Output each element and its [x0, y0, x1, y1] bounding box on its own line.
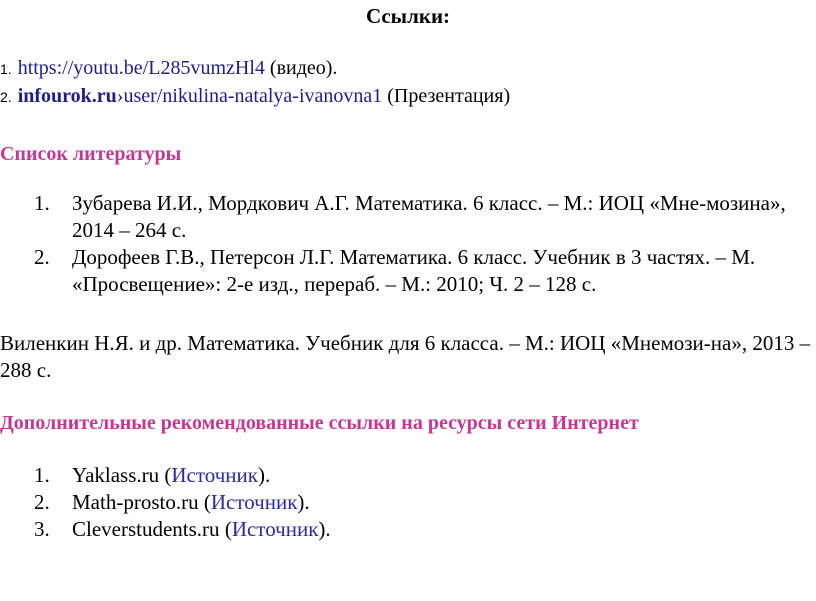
source-link[interactable]: Источник: [231, 517, 319, 541]
link-description: (видео).: [264, 57, 338, 79]
paren-open: (: [198, 490, 211, 514]
paren-close: ).: [297, 490, 310, 514]
list-item-text: Зубарева И.И., Мордкович А.Г. Математика. 6 класс. – М.: ИОЦ «Мне-мозина», 2014 – 264 с.: [72, 191, 786, 242]
paren-open: (: [219, 517, 232, 541]
source-link[interactable]: Источник: [210, 490, 298, 514]
link-number: 2.: [0, 89, 12, 105]
list-marker: 3.: [34, 517, 50, 541]
source-link[interactable]: Источник: [171, 463, 258, 487]
extra-literature-entry: Виленкин Н.Я. и др. Математика. Учебник для 6 класса. – М.: ИОЦ «Мнемози-на», 2013 – 288 с.: [0, 331, 811, 382]
youtube-link[interactable]: https://youtu.be/L285vumzHl4: [17, 57, 265, 79]
infourok-domain-link[interactable]: infourok.ru: [17, 85, 117, 107]
site-name: Math-prosto.ru: [72, 490, 199, 514]
site-name: Yaklass.ru: [72, 463, 160, 487]
list-item: [0, 462, 816, 489]
resources-heading: Дополнительные рекомендованные ссылки на ресурсы сети Интернет: [0, 412, 639, 434]
literature-heading: Список литературы: [0, 143, 182, 165]
resources-list: [0, 462, 816, 543]
list-item-text: Дорофеев Г.В., Петерсон Л.Г. Математика. 6 класс. Учебник в 3 частях. – М. «Просвещение»: 2-е изд., перераб. – М.: 2010; Ч. 2 – 128 с.: [72, 245, 756, 296]
link-description: (Презентация): [382, 85, 511, 107]
list-item: [0, 244, 816, 298]
list-item: [0, 190, 816, 244]
list-marker: 2.: [34, 245, 50, 269]
page-title: Ссылки:: [365, 4, 451, 28]
paren-close: ).: [257, 463, 271, 487]
paren-open: (: [159, 463, 172, 487]
link-item-1: [0, 56, 337, 81]
list-marker: 1.: [34, 463, 50, 487]
infourok-path-link[interactable]: ›user/nikulina-natalya-ivanovna1: [116, 85, 383, 107]
list-marker: 1.: [34, 191, 50, 215]
literature-list: [0, 190, 816, 298]
list-item: [0, 489, 816, 516]
paren-close: ).: [318, 517, 331, 541]
list-marker: 2.: [34, 490, 50, 514]
link-item-2: [0, 84, 510, 109]
site-name: Cleverstudents.ru: [72, 517, 220, 541]
link-number: 1.: [0, 61, 12, 77]
list-item: [0, 516, 816, 543]
